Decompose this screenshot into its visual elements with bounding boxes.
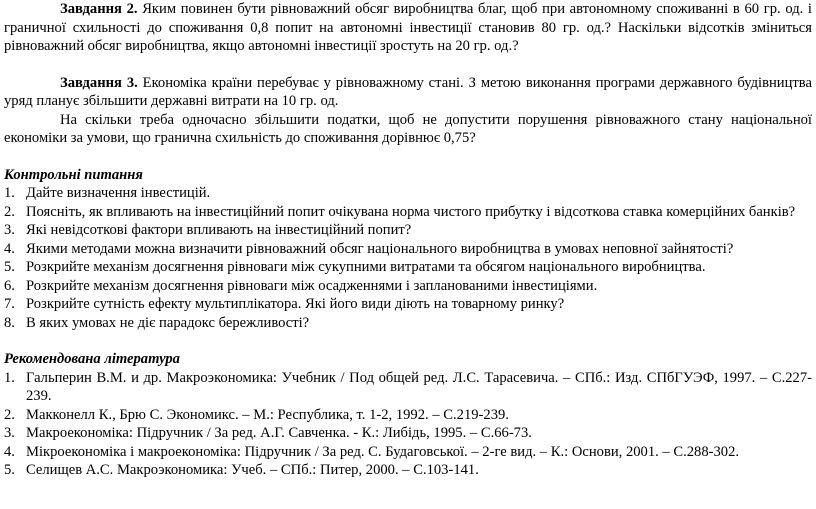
task-2-paragraph: [4, 0, 812, 56]
list-item-text: Мікроекономіка і макроекономіка: Підручник / За ред. С. Будаговської. – 2-ге вид. – К.: Основи, 2001. – С.288-302.: [26, 443, 740, 460]
list-item-text: Поясніть, як впливають на інвестиційний попит очікувана норма чистого прибутку і відсоткова ставка комерційних банків?: [26, 203, 796, 220]
task-3-paragraph-2: На скільки треба одночасно збільшити податки, щоб не допустити порушення рівноважного стану національної економіки за умови, що гранична схильність до споживання дорівнює 0,75?: [4, 111, 812, 146]
list-item-text: Якими методами можна визначити рівноважний обсяг національного виробництва в умовах неповної зайнятості?: [26, 240, 734, 257]
task-3-text: Економіка країни перебуває у рівноважному стані. З метою виконання програми державного будівництва уряд планує збільшити державні витрати на 10 гр. од.: [4, 74, 812, 109]
list-item-number: 3.: [4, 222, 15, 238]
list-item-number: 1.: [4, 185, 15, 201]
literature-heading: Рекомендована література: [4, 351, 180, 367]
list-item: [4, 295, 812, 314]
list-item: [4, 184, 812, 203]
list-item-text: Макроекономіка: Підручник / За ред. А.Г. Савченка. - К.: Либідь, 1995. – С.66-73.: [26, 425, 532, 441]
list-item-number: 4.: [4, 443, 15, 460]
list-item-number: 7.: [4, 296, 15, 312]
list-item: [4, 369, 812, 406]
list-item: [4, 314, 812, 333]
list-item: [4, 443, 812, 462]
task-2-label: Завдання 2.: [60, 1, 138, 17]
control-questions-heading: Контрольні питання: [4, 166, 143, 183]
list-item-text: Макконелл К., Брю С. Экономикс. – М.: Республика, т. 1-2, 1992. – С.219-239.: [26, 406, 509, 423]
list-item-text: Гальперин В.М. и др. Макроэкономика: Учебник / Под общей ред. Л.С. Тарасевича. – СПб.: Изд. СПбГУЭФ, 1997. – С.227-239.: [26, 369, 812, 404]
list-item: [4, 424, 812, 443]
list-item: [4, 240, 812, 259]
list-item-number: 2.: [4, 406, 15, 423]
list-item-number: 2.: [4, 203, 15, 220]
list-item: [4, 203, 812, 222]
list-item: [4, 406, 812, 425]
task-3-paragraph: [4, 74, 812, 111]
list-item-text: Селищев А.С. Макроэкономика: Учеб. – СПб.: Питер, 2000. – С.103-141.: [26, 462, 479, 478]
list-item-text: Які невідсоткові фактори впливають на інвестиційний попит?: [26, 222, 412, 238]
list-item-text: Розкрийте сутність ефекту мультиплікатора. Які його види діють на товарному ринку?: [26, 296, 565, 312]
list-item-number: 1.: [4, 369, 15, 386]
list-item: [4, 461, 812, 480]
task-2-text: Яким повинен бути рівноважний обсяг виробництва благ, щоб при автономному споживанні в 60 гр. од. і граничної схильності до споживання 0,8 попит на автономні інвестиції становив 80 гр. од.? Наскільки відсотків зміниться рівноважний обсяг виробництва, якщо автономні інвестиції зростуть на 20 гр. од.?: [4, 1, 812, 54]
list-item-text: Розкрийте механізм досягнення рівноваги між осадженнями і запланованими інвестиціями.: [26, 277, 598, 294]
list-item-number: 8.: [4, 314, 15, 331]
list-item-number: 5.: [4, 462, 15, 478]
list-item-text: Розкрийте механізм досягнення рівноваги між сукупними витратами та обсягом національного виробництва.: [26, 259, 706, 275]
list-item: [4, 221, 812, 240]
list-item: [4, 258, 812, 277]
task-3-label: Завдання 3.: [60, 74, 138, 91]
list-item-number: 5.: [4, 259, 15, 275]
literature-list: [4, 369, 812, 480]
list-item-number: 4.: [4, 240, 15, 257]
list-item-number: 6.: [4, 277, 15, 294]
list-item-number: 3.: [4, 425, 15, 441]
list-item-text: Дайте визначення інвестицій.: [26, 185, 211, 201]
list-item-text: В яких умовах не діє парадокс бережливості?: [26, 314, 310, 331]
list-item: [4, 277, 812, 296]
control-questions-list: [4, 184, 812, 332]
